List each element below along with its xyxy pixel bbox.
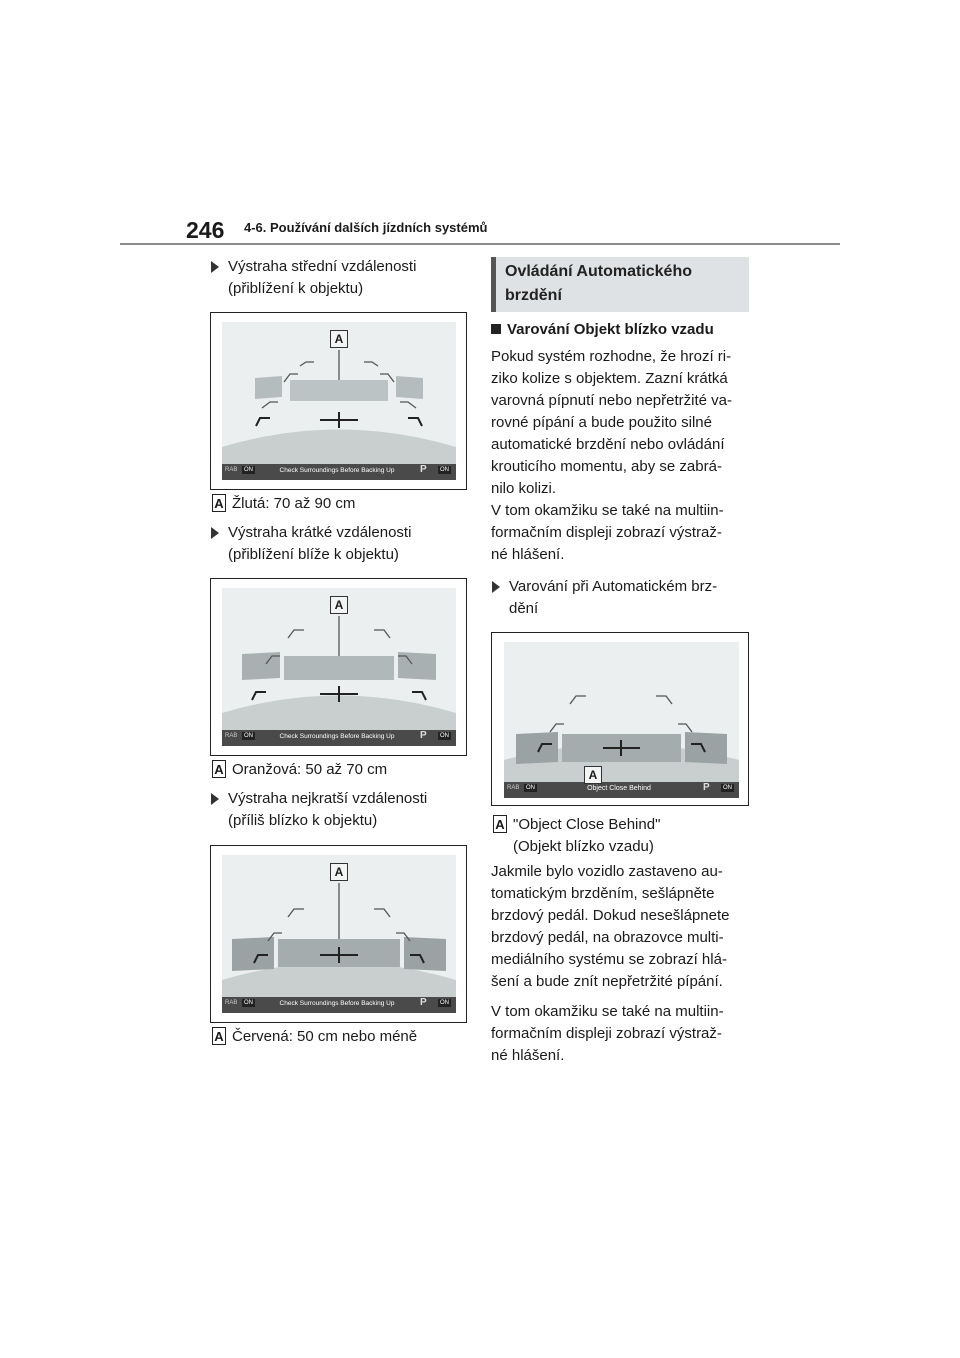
- parking-on-badge: ON: [440, 467, 449, 473]
- marker-a: A: [584, 766, 602, 784]
- heading-line: Ovládání Automatického: [505, 263, 692, 280]
- text-line: Jakmile bylo vozidlo zastaveno au-: [491, 863, 723, 880]
- bullet-medium-distance: [228, 256, 416, 300]
- text-line: šení a bude znít nepřetržité pípání.: [491, 973, 723, 990]
- screen-medium: [210, 312, 467, 490]
- subheading: [491, 319, 714, 341]
- bullet-arrow-icon: [211, 527, 219, 539]
- heading-line: brzdění: [505, 287, 562, 304]
- text-line: tomatickým brzděním, sešlápněte: [491, 885, 715, 902]
- paragraph-2: [491, 500, 724, 566]
- callout-a-tag: A: [212, 760, 226, 778]
- bullet-arrow-icon: [211, 261, 219, 273]
- text-line: ziko kolize s objektem. Zazní krátká: [491, 370, 728, 387]
- rab-on-badge: ON: [244, 467, 253, 473]
- parking-p-icon: P: [420, 730, 427, 741]
- bullet-line: Varování při Automatickém brz-: [509, 578, 718, 595]
- section-heading: [491, 257, 749, 312]
- screen-short: [210, 578, 467, 756]
- parking-on-badge: ON: [440, 1000, 449, 1006]
- text-line: né hlášení.: [491, 1047, 565, 1064]
- bullet-arrow-icon: [492, 581, 500, 593]
- bullet-shortest-distance: [228, 788, 427, 832]
- rab-label: RAB: [225, 467, 238, 473]
- rear-sensor-display: [222, 855, 456, 1013]
- text-line: V tom okamžiku se také na multiin-: [491, 502, 724, 519]
- rab-on-badge: ON: [526, 785, 535, 791]
- rear-sensor-display: [222, 322, 456, 480]
- screen-object-close: [491, 632, 749, 806]
- callout-a-tag: A: [493, 815, 507, 833]
- bullet-automatic-braking: [509, 576, 717, 620]
- bullet-line: dění: [509, 600, 539, 617]
- marker-a: A: [330, 863, 348, 881]
- caption-orange: Oranžová: 50 až 70 cm: [232, 761, 388, 778]
- text-line: V tom okamžiku se také na multiin-: [491, 1003, 724, 1020]
- bullet-line: (příliš blízko k objektu): [228, 812, 378, 829]
- text-line: mediálního systému se zobrazí hlá-: [491, 951, 727, 968]
- bullet-line: (přiblížení k objektu): [228, 280, 364, 297]
- rab-on-badge: ON: [244, 733, 253, 739]
- rear-sensor-display: [222, 588, 456, 746]
- bullet-line: Výstraha střední vzdálenosti: [228, 258, 417, 275]
- text-line: formačním displeji zobrazí výstraž-: [491, 1025, 722, 1042]
- rab-label: RAB: [225, 1000, 238, 1006]
- warning-message: Object Close Behind: [587, 785, 651, 792]
- parking-p-icon: P: [703, 782, 710, 793]
- warning-message: Check Surroundings Before Backing Up: [279, 1000, 395, 1007]
- section-title: 4-6. Používání dalších jízdních systémů: [244, 220, 488, 235]
- text-line: rovné pípání a bude použito silné: [491, 414, 712, 431]
- page-number: 246: [186, 217, 225, 243]
- bullet-short-distance: [228, 522, 411, 566]
- rear-sensor-graphic: [504, 642, 739, 798]
- callout-a-tag: A: [212, 494, 226, 512]
- bullet-line: (přiblížení blíže k objektu): [228, 546, 399, 563]
- callout-a-tag: A: [212, 1027, 226, 1045]
- screen-shortest: [210, 845, 467, 1023]
- rab-label: RAB: [225, 733, 238, 739]
- rab-on-badge: ON: [244, 1000, 253, 1006]
- paragraph-3: [491, 861, 730, 993]
- warning-message: Check Surroundings Before Backing Up: [279, 467, 395, 474]
- paragraph-1: [491, 346, 732, 500]
- caption-yellow: Žlutá: 70 až 90 cm: [232, 495, 356, 512]
- caption-red: Červená: 50 cm nebo méně: [232, 1028, 418, 1045]
- text-line: formačním displeji zobrazí výstraž-: [491, 524, 722, 541]
- text-line: varovná pípnutí nebo nepřetržité va-: [491, 392, 732, 409]
- parking-on-badge: ON: [440, 733, 449, 739]
- text-line: (Objekt blízko vzadu): [513, 838, 654, 855]
- header-rule: [120, 243, 840, 245]
- parking-p-icon: P: [420, 997, 427, 1008]
- warning-message: Check Surroundings Before Backing Up: [279, 733, 395, 740]
- square-bullet-icon: [491, 324, 501, 334]
- text-line: Pokud systém rozhodne, že hrozí ri-: [491, 348, 732, 365]
- bullet-line: Výstraha nejkratší vzdálenosti: [228, 790, 428, 807]
- parking-on-badge: ON: [723, 785, 732, 791]
- parking-p-icon: P: [420, 464, 427, 475]
- paragraph-4: [491, 1001, 724, 1067]
- heading-text: [505, 260, 692, 308]
- text-line: brzdový pedál, na obrazovce multi-: [491, 929, 724, 946]
- text-line: brzdový pedál. Dokud nesešlápnete: [491, 907, 730, 924]
- rab-label: RAB: [507, 785, 520, 791]
- bullet-line: Výstraha krátké vzdálenosti: [228, 524, 412, 541]
- text-line: automatické brzdění nebo ovládání: [491, 436, 725, 453]
- subheading-text: Varování Objekt blízko vzadu: [507, 321, 714, 338]
- text-line: "Object Close Behind": [513, 816, 661, 833]
- text-line: nilo kolizi.: [491, 480, 557, 497]
- text-line: né hlášení.: [491, 546, 565, 563]
- bullet-arrow-icon: [211, 793, 219, 805]
- rear-sensor-display: [504, 642, 739, 798]
- text-line: krouticího momentu, aby se zabrá-: [491, 458, 722, 475]
- marker-a: A: [330, 596, 348, 614]
- caption-object-close: [513, 814, 660, 858]
- marker-a: A: [330, 330, 348, 348]
